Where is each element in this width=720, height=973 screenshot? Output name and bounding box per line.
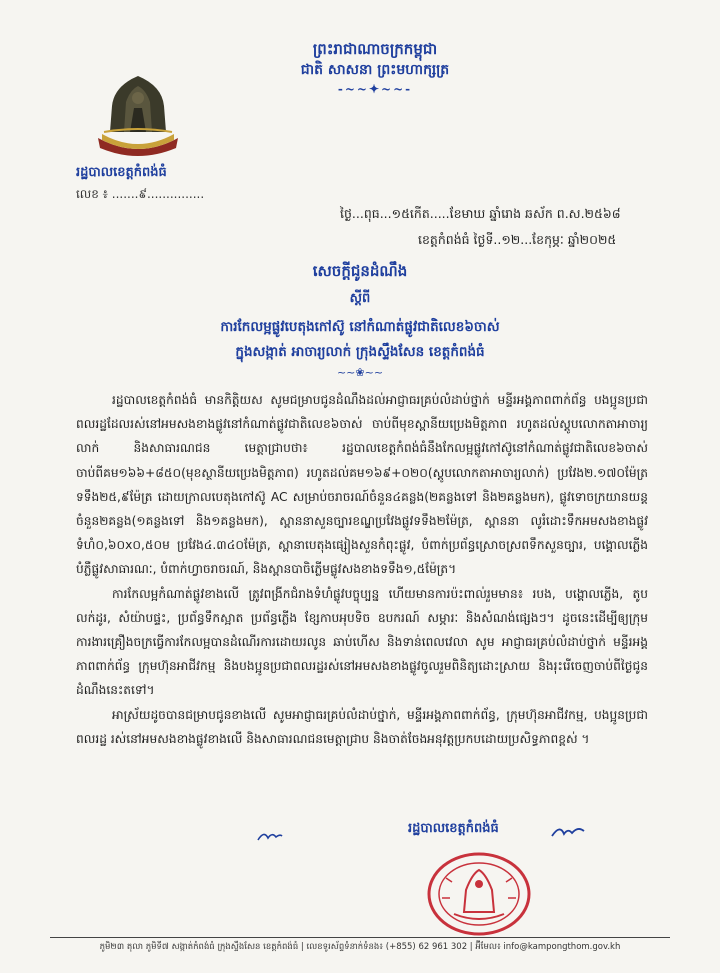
solar-date: ខេត្តកំពង់ធំ ថ្ងៃទី..១២...ខែកុម្ភៈ ឆ្នាំ២០២៥ bbox=[418, 232, 617, 247]
notice-title: សេចក្តីជូនដំណឹង bbox=[312, 262, 408, 280]
kingdom-title: ព្រះរាជាណាចក្រកម្ពុជា bbox=[312, 40, 438, 58]
signature-icon bbox=[550, 822, 586, 840]
reference-number: លេខ ៖ .......៩............... bbox=[76, 187, 205, 201]
body-paragraph-1: រដ្ឋបាលខេត្តកំពង់ធំ មានកិត្តិយស សូមជម្រាបជូនដំណឹងដល់អាជ្ញាធរគ្រប់លំដាប់ថ្នាក់ មន្ទីរអង្គភាពពាក់ព័ន្ធ បងប្អូនប្រជាពលរដ្ឋដែលរស់នៅអមសងខាងផ្លូវនៅកំណាត់ផ្លូវជាតិលេខ៦ចាស់ ចាប់ពីមុខស្ពានីយប្រេងមិត្តភាព រហូតដល់ស្តូបលោកតាអាចារ្យលាក់ និងសាធារណជន មេត្តាជ្រាបថា៖ រដ្ឋបាលខេត្តកំពង់ធំនឹងកែលម្អផ្លូវកៅស៊ូនៅកំណាត់ផ្លូវជាតិលេខ៦ចាស់ ចាប់ពីគម១៦៦+៨៥០(មុខស្ថានីយប្រេងមិត្តភាព) រហូតដល់គម១៦៩+០២០(ស្តូបលោកតាអាចារ្យលាក់) ប្រវែង២.១៧០ម៉ែត្រ ទទឹង២៥,៩ម៉ែត្រ ដោយក្រាលបេតុងកៅស៊ូ AC សម្រាប់ចរាចរណ៍ចំនួន៤គន្លង(២គន្លងទៅ និង២គន្លងមក), ផ្លូវទោចក្រយានយន្តចំនួន២គន្លង(១គន្លងទៅ និង១គន្លងមក), ស្ពាននាសួនច្បារខណ្ឌប្រវែងផ្លូវទទឹង២ម៉ែត្រ, ស្ពាននា លូរំដោះទឹកអមសងខាងផ្លូវទំហំ០,៦០x០,៥០ម ប្រវែង៤.៣៤០ម៉ែត្រ, ស្ពានាបេតុងផ្សៀងសួនកំពុះផ្លូវ, បំពាក់ប្រព័ន្ធស្រោចស្រពទឹកសួនច្បារ, បង្គោលភ្លើងបំភ្លឺផ្លូវសាធារណៈ, បំពាក់ហ្វាចរាចរណ៍, និងស្ពានបាចិភ្លើមផ្លូវសងខាងទទឹង១,៥ម៉ែត្រ។ bbox=[76, 393, 648, 577]
notice-about: ស្តីពី bbox=[349, 291, 371, 306]
body-paragraph-2: ការកែលម្អកំណាត់ផ្លូវខាងលើ ត្រូវពង្រីកជំរាងទំហំផ្លូវបច្ចុប្បន្ន ហើយមានការប៉ះពាល់រួមមាន៖ របង, បង្គោលភ្លើង, តូបលក់ដូរ, សំយ៉ាបផ្ទះ, ប្រព័ន្ធទឹកស្អាត ប្រព័ន្ធភ្លើង ខ្សែកាបអុបទិច ឧបករណ៍ សម្ភារៈ និងសំណង់ផ្សេងៗ។ ដូចនេះដើម្បីឲ្យក្រុមការងារគ្រឿងចក្រធ្វើការកែលម្អបានដំណើរការដោយរលូន ឆាប់ហើស និងទាន់ពេលវេលា សូម អាជ្ញាធរគ្រប់លំដាប់ថ្នាក់ មន្ទីរអង្គភាពពាក់ព័ន្ធ ក្រុមហ៊ុនអាជីវកម្ម និងបងប្អូនប្រជាពលរដ្ឋរស់នៅអមសងខាងផ្លូវចូលរួមពិនិត្យដោះស្រាយ និងរុះរើចេញចាប់ពីថ្ងៃជូនដំណឹងនេះតទៅ។ bbox=[76, 586, 648, 698]
lunar-date: ថ្ងៃ...ពុធ...១៥កើត.....ខែមាឃ ឆ្នាំរោង ឆស័ក ព.ស.២៥៦៨ bbox=[340, 206, 621, 221]
notice-body bbox=[76, 388, 648, 751]
official-seal-icon bbox=[424, 838, 534, 938]
body-paragraph-3: អាស្រ័យដូចបានជម្រាបជូនខាងលើ សូមអាជ្ញាធរគ្រប់លំដាប់ថ្នាក់, មន្ទីរអង្គភាពពាក់ព័ន្ធ, ក្រុមហ៊ុនអាជីវកម្ម, បងប្អូនប្រជាពលរដ្ឋ រស់នៅអមសងខាងផ្លូវខាងលើ និងសាធារណជនមេត្តាជ្រាប និងចាត់ចែងអនុវត្តប្រកបដោយប្រសិទ្ធភាពខ្ពស់ ។ bbox=[76, 707, 648, 746]
title-separator: ~~❀~~ bbox=[336, 366, 384, 379]
header-ornament: -~~✦~~- bbox=[337, 82, 413, 96]
signatory-title: រដ្ឋបាលខេត្តកំពង់ធំ bbox=[408, 821, 499, 836]
kingdom-motto: ជាតិ សាសនា ព្រះមហាក្សត្រ bbox=[300, 62, 450, 78]
notice-subject-line2: ក្នុងសង្កាត់ អាចារ្យលាក់ ក្រុងស្ទឹងសែន ខេត្តកំពង់ធំ bbox=[235, 344, 485, 360]
notice-subject-line1: ការកែលម្អផ្លូវបេតុងកៅស៊ូ នៅកំណាត់ផ្លូវជាតិលេខ៦ចាស់ bbox=[220, 319, 500, 335]
footer-contact: ភូមិ២៣ តុលា ភូមិទី៧ សង្កាត់កំពង់ធំ ក្រុងស្ទឹងសែន ខេត្តកំពង់ធំ | លេខទូរស័ព្ទទំនាក់ទំនង៖ (+855) 62 961 302 | អ៊ីមែល៖ info@kampongthom.gov.kh bbox=[99, 942, 621, 952]
kingdom-header bbox=[250, 38, 500, 96]
province-emblem-icon bbox=[88, 68, 188, 160]
issuing-authority: រដ្ឋបាលខេត្តកំពង់ធំ bbox=[76, 165, 167, 180]
footer-rule bbox=[50, 937, 670, 938]
initial-mark-icon bbox=[256, 828, 284, 844]
